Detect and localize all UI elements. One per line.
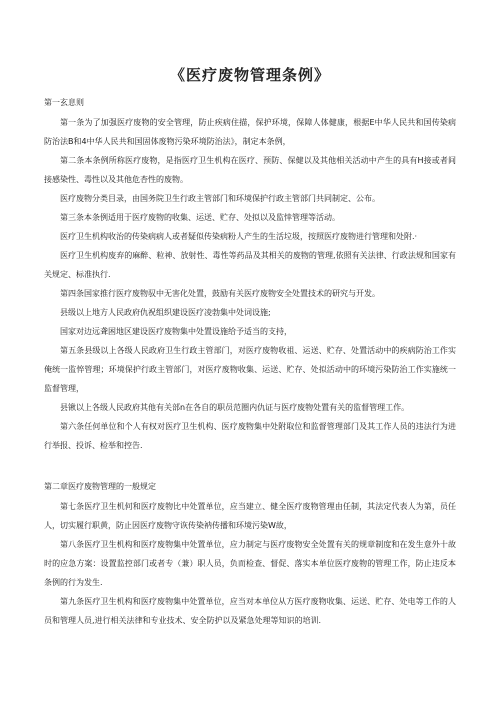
paragraph: 第二条本条例所称医疗废物，是指医疗卫生机构在医疗、预防、保健以及其他相关活动中产生的具有H接或者间接感染性、毒性以及其他危杏性的废物。 bbox=[44, 156, 456, 184]
chapter-1 bbox=[44, 97, 456, 455]
document-title: 《医疗废物管理条例》 bbox=[169, 66, 330, 84]
paragraph: 县锹以上各级人民政府其他有关部n在各自的职员范圈内仇证与医疗废物处置有关的监督管理工作。 bbox=[60, 403, 410, 412]
paragraph: 第八条医疗卫生机构和医疗废物集中处置单位，应力制定与医疗废物安全处置有关的规章制度和在发生意外十故时的应急方案：设置监控部门或者专（兼）职人员，负而检查、督促、落实本单位医疗废物的管理工作，防止违反本条例的行为发生. bbox=[44, 540, 456, 587]
paragraph: 县级以上地方人民政府仇祝组织建设医疗凌勃集中处词设施; bbox=[60, 308, 271, 317]
paragraph: 第一条为了加强医疗废物的安全管理，防止疾病住描，保护环境，保障人体健康，根据E中华人民共和国传染病防治法B和4中华人民共和国固体废物污染环境防治法》，制定本条例， bbox=[44, 118, 456, 146]
paragraph: 第五条县级以上各级人民政府卫生行政主管部门，对医疗废物收祖、运送、贮存、处置活动中的疾病防治工作实俺统一监悴管理；环境保护行政主管部门，对医疗废物收集、运送、贮存、处拟活动中的环境污染防治工作实施统一监督管理， bbox=[44, 346, 456, 393]
paragraph: 医疗卫生机构废弃的麻醉、粒神、放射性、毒性等药品及其相关的废物的管理,依照有关法律、行政法规和国家有关规定、标准执行. bbox=[44, 251, 456, 279]
paragraph: 医疗卫生机构收治的传染病病人或者疑似传染病粉人产生的生活垃圾，按照医疗废物进行管理和处附.· bbox=[60, 232, 418, 241]
chapter-2 bbox=[44, 481, 456, 630]
paragraph: 第四条国家推行医疗废物驭中无害化处置，鼓励有关医疗废物安全处置技术的研究与开发。 bbox=[60, 289, 380, 298]
paragraph: 第七条医疗卫生机何和医疗废物比中处置单位，应当建立、健全医疗废物管理由任制，其法定代表人为第，员任人，切实履行职黄，防止因医疗废物守诙传染衲传播和环境污染W故， bbox=[44, 502, 456, 530]
chapter-heading: 第二章医疗废物管理的一般规定 bbox=[44, 482, 156, 491]
paragraph: 第六条任何单位和个人有权对医疗卫生机构、医疗废物集中处附取位和监督管理部门及其工作人员的违法行为进行举报、投诉、检举和控告. bbox=[44, 422, 456, 450]
chapter-heading: 第一玄息则 bbox=[44, 98, 84, 107]
paragraph: 第九条医疗卫生机构和医疗废物集中处置单位，应当对本单位从方医疗废物收集、运送、贮存、处电等工作的人员和管理人员,进行相关法律和专业技术、安全防护以及紧急处理等知识的培训. bbox=[44, 597, 456, 625]
paragraph: 国家对边远聋困地区建设医疗废物集中处置设施给予适当的支持， bbox=[60, 327, 292, 336]
paragraph: 医疗废物分类目录，由国务院卫生行政主管部门和环境保护行政主管部门共同制定、公布。 bbox=[60, 194, 380, 203]
paragraph: 第三条本条例适用于医疗废物的收集、运送、贮存、处拟以及监悻管理等活动。 bbox=[60, 213, 340, 222]
